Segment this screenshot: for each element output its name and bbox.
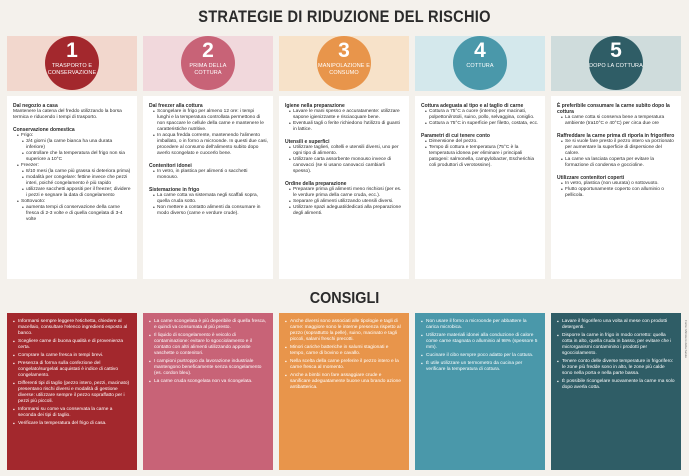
step-header-5	[551, 36, 681, 91]
step-header-3	[279, 36, 409, 91]
step-header-2	[143, 36, 273, 91]
bullet-list	[149, 109, 268, 157]
bullet-list	[421, 139, 540, 169]
bullet-list	[149, 169, 268, 181]
step-number: 3	[338, 39, 350, 62]
list-item: • Scongelare in frigo per almeno 12 ore: i tempi lunghi e la temperatura controllata permettono di non spaccare le cellule della carne e mantenere le caratteristiche nutritive.	[153, 109, 268, 133]
tip-box-3	[279, 313, 409, 470]
step-content-2	[143, 96, 273, 279]
section-heading: Contenitori idonei	[149, 163, 192, 169]
step-content-3	[279, 96, 409, 279]
page-title: STRATEGIE DI RIDUZIONE DEL RISCHIO	[198, 7, 491, 26]
spacer	[557, 169, 676, 173]
list-item: • Preparare prima gli alimenti meno rischiosi (per es. le verdure prima della carne cruda, ecc.).	[289, 187, 404, 199]
list-item: • Utilizzare taglieri, coltelli e utensili diversi, uno per ogni tipo di alimento.	[289, 145, 404, 157]
step-number: 2	[202, 39, 214, 62]
spacer	[557, 127, 676, 131]
section-heading: È preferibile consumare la carne subito dopo la cottura	[557, 103, 670, 115]
section-heading: Conservazione domestica	[13, 127, 75, 133]
list-item: • Utilizzare spazi adeguati/dedicati alla preparazione degli alimenti.	[289, 205, 404, 217]
step-label: PRIMA DELLA COTTURA	[189, 63, 227, 76]
tip-item: ▪ Verificare la temperatura del frigo di casa.	[13, 421, 131, 427]
list-item: • 3/4 giorni (la carne bianca ha una durata inferiore)	[22, 139, 132, 151]
credit-text: Fonte: Ministero della Salute	[684, 320, 688, 359]
tip-item: ▪ Informarsi su come va conservata la carne a seconda dei tipi di taglio.	[13, 407, 131, 419]
bullet-list	[285, 109, 404, 133]
spacer	[149, 157, 268, 161]
nested-list	[17, 205, 132, 223]
list-item: • In vetro, plastica (non usurata) o sottovuoto.	[561, 181, 676, 187]
tip-list	[13, 319, 131, 427]
spacer	[285, 175, 404, 179]
tip-box-1	[7, 313, 137, 470]
sub-bullet-list	[13, 169, 132, 199]
list-item: • Tempo di cottura e temperatura (75°C è la temperatura idonea per eliminare i principali patogeni: salmonella, campylobacter, Escherichia coli produttori di verotossine).	[425, 145, 540, 169]
nested-list	[17, 169, 132, 199]
tip-item: ▪ La carne scongelata è più deperibile di quella fresca, e quindi va consumata al più presto.	[149, 319, 267, 331]
bullet-list	[421, 109, 540, 127]
spacer	[285, 133, 404, 137]
section-heading: Dal negozio a casa	[13, 103, 58, 109]
tip-list	[557, 319, 675, 391]
step-label: COTTURA	[466, 63, 494, 69]
step-circle	[181, 36, 235, 90]
list-item: • Frigo:	[17, 133, 132, 139]
list-item: • Se si vuole fare presto il pezzo intero va porzionato per aumentare la superficie di dispersione del calore.	[561, 139, 676, 157]
tip-list	[285, 319, 403, 391]
tip-item: ▪ Minori cariche batteriche in salumi stagionati e tempo, carne di bovino e cavallo.	[285, 345, 403, 357]
list-item: • Non mettere a contatto alimenti da consumare in modo diverso (carne e verdure crude).	[153, 205, 268, 217]
list-item: • Separare gli alimenti utilizzando utensili diversi.	[289, 199, 404, 205]
section-heading: Igiene nella preparazione	[285, 103, 345, 109]
step-content-1	[7, 96, 137, 279]
section-heading: Dal freezer alla cottura	[149, 103, 203, 109]
tip-item: ▪ Cucinare il cibo sempre poco adatto per la cottura.	[421, 353, 539, 359]
tip-item: ▪ La carne cruda scongelata non va ricongelata.	[149, 379, 267, 385]
spacer	[421, 127, 540, 131]
step-content-4	[415, 96, 545, 279]
step-circle	[317, 36, 371, 90]
tip-item: ▪ Differenti tipi di taglio (pezzo intero, pezzi, macinato) presentano rischi diversi e modalità di gestione diverse: utilizzare sempre il pezzo sopraffatto per i pezzi più piccoli.	[13, 381, 131, 405]
section-heading: Ordine della preparazione	[285, 181, 347, 187]
step-circle	[453, 36, 507, 90]
list-item: • Flutto opportunamente coperto con alluminio o pellicola.	[561, 187, 676, 199]
bullet-list	[149, 193, 268, 217]
section-heading: Sistemazione in frigo	[149, 187, 200, 193]
tip-item: ▪ Tenere conto delle diverse temperature in frigorifero: le zone più fredde sono in alto, le zone più calde sono nella porta e nella parte bassa.	[557, 359, 675, 377]
list-item: • La carne cotta si conserva bene a temperatura ambiente (tra10°C e 40°C) per circa due ore	[561, 115, 676, 127]
tip-item: ▪ È possibile ricongelare nuovamente la carne ma solo dopo averla cotta.	[557, 379, 675, 391]
list-item: • Sottovuoto:	[17, 199, 132, 205]
list-item: • Dimensione del pezzo.	[425, 139, 540, 145]
list-item: • Eventuali tagli o ferite richiedono l'utilizzo di guanti in lattice.	[289, 121, 404, 133]
tip-item: ▪ Nella scelta della carne preferire il pezzo intero e la carne fresca al momento.	[285, 359, 403, 371]
sub-bullet-list	[13, 205, 132, 223]
step-number: 1	[66, 39, 78, 62]
spacer	[13, 121, 132, 125]
step-content-5	[551, 96, 681, 279]
section-heading: Parametri di cui tenere conto	[421, 133, 490, 139]
tip-item: ▪ Lavare il frigorifero una volta al mese con prodotti detergenti.	[557, 319, 675, 331]
tip-item: ▪ Informarsi sempre leggere l'etichetta, chiedere al macellaio, consultare l'elenco ingredienti esposto al banco.	[13, 319, 131, 337]
tip-item: ▪ I campioni purtroppo da lavorazione industriale mantengono beneficamente senza scongelamento (es. cordon bleu).	[149, 359, 267, 377]
step-circle	[45, 36, 99, 90]
list-item: • Freezer:	[17, 163, 132, 169]
tip-item: ▪ Disporre la carne in frigo in modo corretto: quella cotta in alto, quella cruda in basso, per evitare che i microrganismi contaminino i prodotti per sgocciolamento.	[557, 333, 675, 357]
list-item: • controllare che la temperatura del frigo non sia superiore a 10°C	[22, 151, 132, 163]
tip-item: ▪ Presenza di forma sulla confezione del congelato/surgelati acquistati è indice di cattivo congelamento.	[13, 361, 131, 379]
step-label: DOPO LA COTTURA	[589, 63, 643, 69]
list-item: • Cottura a 75°C a cuore (interno) per macinati, polpettoni/rotoli, suino, pollo, selvaggina, coniglio.	[425, 109, 540, 121]
section-text: Mantenere la catena del freddo utilizzando la borsa termica e riducendo i tempi di trasporto.	[13, 109, 122, 120]
list-item: • Cottura a 75°C in superficie per filetto, costata, ecc.	[425, 121, 540, 127]
tip-item: ▪ Anche diversi sono associati alle tipologie e tagli di carne: maggiore sono le interne presenza rispetto al pezzo (soprattutto la pelle), suino, macinato e tagli piccoli, salami freschi precotti.	[285, 319, 403, 343]
list-item: • Utilizzare carta assorbente monouso invece di canovacci (se si usano canovacci cambiarli spesso).	[289, 157, 404, 175]
tip-list	[149, 319, 267, 385]
section-heading: Utilizzare contenitori coperti	[557, 175, 625, 181]
list-item: • In acqua fredda corrente, mantenendo l'alimento imballato, o in forno a microonde. In questi due casi, procedere al consumo dell'alimento subito dopo averlo scongelato e cuocerlo bene.	[153, 133, 268, 157]
section-heading: Raffreddare la carne prima di riporla in frigorifero	[557, 133, 675, 139]
list-item: • aumenta tempi di conservazione della carne fresca di 2-3 volte e di quella congelata di 3-4 volte	[22, 205, 132, 223]
tip-item: ▪ Non usare il forno a microonde per abbattere la carica microbica.	[421, 319, 539, 331]
consigli-title: CONSIGLI	[309, 290, 380, 307]
list-item: • La carne va lasciata coperta per evitare la formazione di condensa e goccioline.	[561, 157, 676, 169]
bullet-list	[557, 115, 676, 127]
tip-item: ▪ Utilizzare materiali idonei alla conduzione di calore come carne stagnata o alluminio al 98% (spessore 5 mm).	[421, 333, 539, 351]
list-item: • modalità per congelare: fettine invece che pezzi interi, poiché congelamento è più rapido	[22, 175, 132, 187]
tip-item: ▪ È utile utilizzare un termometro da cucina per verificare la temperatura di cottura.	[421, 361, 539, 373]
step-circle	[589, 36, 643, 90]
step-number: 5	[610, 39, 622, 62]
list-item: • 8/10 mesi (la carne più grassa si deteriora prima)	[22, 169, 132, 175]
section-heading: Cottura adeguata al tipo e al taglio di carne	[421, 103, 524, 109]
tip-item: ▪ Scegliere carne di buona qualità e di provenienza certa.	[13, 339, 131, 351]
tip-item: ▪ Comprare la carne fresca in tempi brevi.	[13, 353, 131, 359]
step-label: TRASPORTO E CONSERVAZIONE	[47, 63, 97, 76]
tip-box-2	[143, 313, 273, 470]
list-item: • utilizzare sacchetti appositi per il freezer; dividere i pezzi e segnare la data di congelamento	[22, 187, 132, 199]
spacer	[149, 181, 268, 185]
tip-box-5	[551, 313, 681, 470]
step-number: 4	[474, 39, 486, 62]
bullet-list	[557, 139, 676, 169]
bullet-list	[557, 181, 676, 199]
tip-box-4	[415, 313, 545, 470]
step-header-1	[7, 36, 137, 91]
tip-list	[421, 319, 539, 373]
sub-bullet-list	[13, 139, 132, 163]
section-heading: Utensili e superfici	[285, 139, 330, 145]
bullet-list	[285, 187, 404, 217]
list-item: • Lavare le mani spesso e accuratamente: utilizzare sapone igienizzante e risciacquare bene.	[289, 109, 404, 121]
bullet-list	[285, 145, 404, 175]
list-item: • In vetro, in plastica per alimenti o sacchetti monouso.	[153, 169, 268, 181]
nested-list	[17, 139, 132, 163]
step-header-4	[415, 36, 545, 91]
tip-item: ▪ Anche a bimbi non fare assaggiare crude e sanificare adeguatamente buone una brando azione antibatterica.	[285, 373, 403, 391]
list-item: • La carne cotta va sistemata negli scaffali sopra, quella cruda sotto.	[153, 193, 268, 205]
step-label: MANIPOLAZIONE E CONSUMO	[318, 63, 370, 76]
tip-item: ▪ Il liquido di scongelamento è veicolo di contaminazione: evitare lo sgocciolamento e il contatto con altri alimenti utilizzando apposite vaschette o contenitori.	[149, 333, 267, 357]
